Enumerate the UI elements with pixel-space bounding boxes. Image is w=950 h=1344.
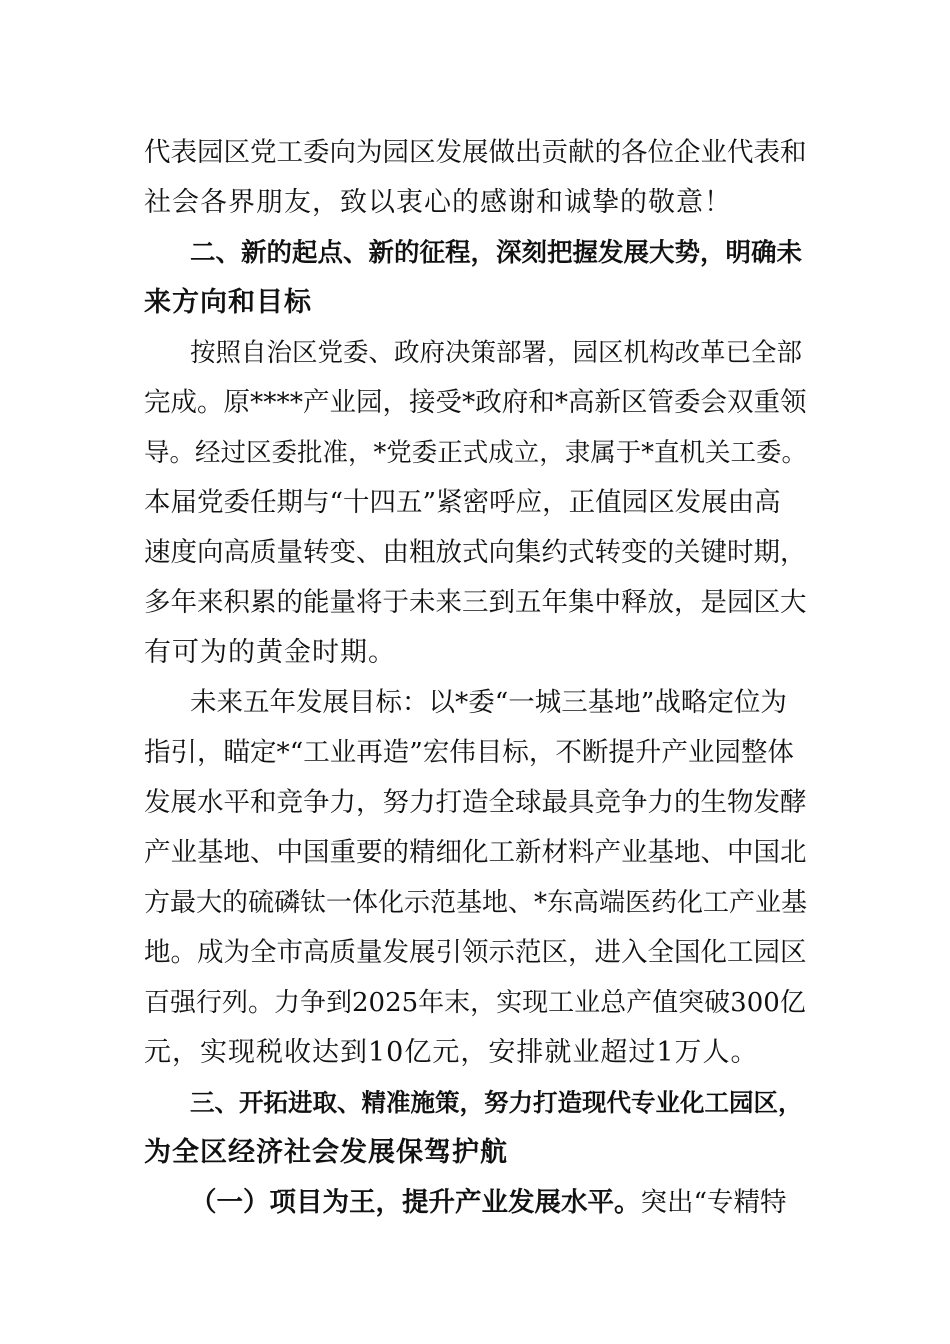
body-line: 速度向高质量转变、由粗放式向集约式转变的关键时期， xyxy=(144,537,807,568)
subsection-line xyxy=(190,1187,810,1219)
body-line: 社会各界朋友，致以衷心的感谢和诚挚的敬意！ xyxy=(144,187,732,218)
section-heading: 来方向和目标 xyxy=(144,287,312,318)
body-line: 本届党委任期与“十四五”紧密呼应，正值园区发展由高 xyxy=(144,487,781,518)
section-heading: 二、新的起点、新的征程，深刻把握发展大势，明确未 xyxy=(190,238,803,268)
subsection-heading: （一）项目为王，提升产业发展水平。 xyxy=(190,1187,641,1218)
body-line: 导。经过区委批准，*党委正式成立，隶属于*直机关工委。 xyxy=(144,438,808,468)
body-line: 地。成为全市高质量发展引领示范区，进入全国化工园区 xyxy=(144,937,807,968)
body-line: 代表园区党工委向为园区发展做出贡献的各位企业代表和 xyxy=(144,137,807,168)
body-line: 百强行列。力争到2025年末，实现工业总产值突破300亿 xyxy=(144,988,806,1018)
section-heading: 三、开拓进取、精准施策，努力打造现代专业化工园区， xyxy=(190,1088,803,1117)
body-line: 产业基地、中国重要的精细化工新材料产业基地、中国北 xyxy=(144,837,807,868)
body-line: 有可为的黄金时期。 xyxy=(144,637,396,668)
body-line: 未来五年发展目标：以*委“一城三基地”战略定位为 xyxy=(190,687,787,718)
body-line: 完成。原****产业园，接受*政府和*高新区管委会双重领 xyxy=(144,387,807,418)
body-line: 多年来积累的能量将于未来三到五年集中释放，是园区大 xyxy=(144,587,807,618)
body-line: 按照自治区党委、政府决策部署，园区机构改革已全部 xyxy=(190,338,803,368)
body-line: 元，实现税收达到10亿元，安排就业超过1万人。 xyxy=(144,1037,759,1068)
subsection-text: 突出“专精特 xyxy=(640,1187,787,1218)
body-line: 方最大的硫磷钛一体化示范基地、*东高端医药化工产业基 xyxy=(144,888,808,918)
body-line: 发展水平和竞争力，努力打造全球最具竞争力的生物发酵 xyxy=(144,787,807,818)
section-heading: 为全区经济社会发展保驾护航 xyxy=(144,1137,508,1168)
body-line: 指引，瞄定*“工业再造”宏伟目标，不断提升产业园整体 xyxy=(144,737,794,768)
